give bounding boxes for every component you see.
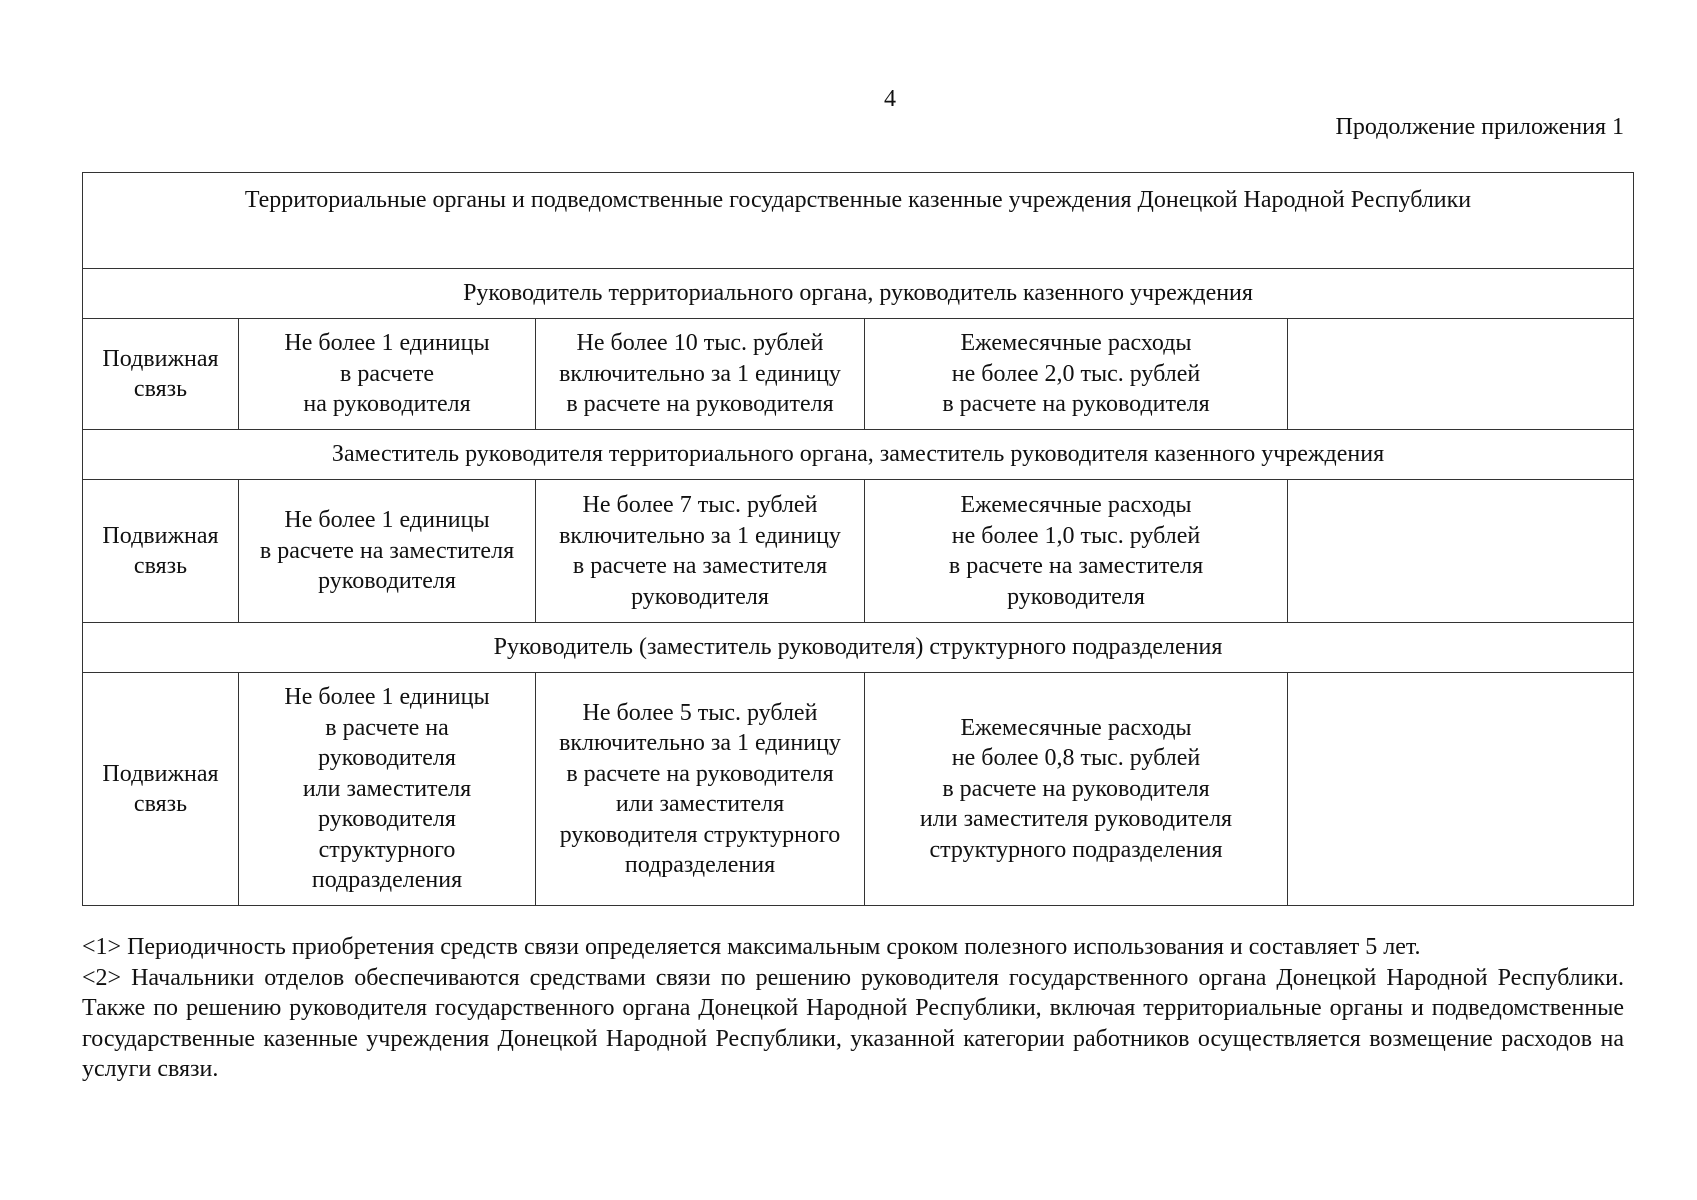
empty-cell	[1288, 673, 1634, 906]
norms-table	[82, 172, 1634, 906]
quantity-cell: Не более 1 единицы в расчете на заместителя руководителя	[239, 480, 536, 623]
quantity-cell: Не более 1 единицы в расчете на руководителя или заместителя руководителя структурного подразделения	[239, 673, 536, 906]
section-heading: Заместитель руководителя территориального органа, заместитель руководителя казенного учреждения	[83, 430, 1634, 480]
section-heading: Руководитель (заместитель руководителя) структурного подразделения	[83, 623, 1634, 673]
table-title: Территориальные органы и подведомственные государственные казенные учреждения Донецкой Народной Республики	[83, 173, 1634, 269]
footnote-2: <2> Начальники отделов обеспечиваются средствами связи по решению руководителя государственного органа Донецкой Народной Республики. Также по решению руководителя государственного органа Донецкой Народной Республики, включая территориальные органы и подведомственные государственные казенные учреждения Донецкой Народной Республики, указанной категории работников осуществляется возмещение расходов на услуги связи.	[82, 964, 1624, 1082]
section	[83, 269, 1634, 430]
price-cell: Не более 7 тыс. рублей включительно за 1 единицу в расчете на заместителя руководителя	[536, 480, 865, 623]
table-row	[83, 319, 1634, 430]
price-cell: Не более 10 тыс. рублей включительно за 1 единицу в расчете на руководителя	[536, 319, 865, 430]
section	[83, 623, 1634, 906]
empty-cell	[1288, 319, 1634, 430]
section	[83, 430, 1634, 623]
page-number: 4	[884, 86, 896, 112]
expenses-cell: Ежемесячные расходы не более 1,0 тыс. рублей в расчете на заместителя руководителя	[865, 480, 1288, 623]
section-heading: Руководитель территориального органа, руководитель казенного учреждения	[83, 269, 1634, 319]
communication-type-cell: Подвижная связь	[83, 673, 239, 906]
communication-type-cell: Подвижная связь	[83, 319, 239, 430]
expenses-cell: Ежемесячные расходы не более 0,8 тыс. рублей в расчете на руководителя или заместителя руководителя структурного подразделения	[865, 673, 1288, 906]
expenses-cell: Ежемесячные расходы не более 2,0 тыс. рублей в расчете на руководителя	[865, 319, 1288, 430]
table-row	[83, 673, 1634, 906]
price-cell: Не более 5 тыс. рублей включительно за 1 единицу в расчете на руководителя или заместителя руководителя структурного подразделения	[536, 673, 865, 906]
continuation-label: Продолжение приложения 1	[1335, 114, 1624, 140]
table-row	[83, 480, 1634, 623]
footnote-1: <1> Периодичность приобретения средств связи определяется максимальным сроком полезного использования и составляет 5 лет.	[82, 934, 1421, 960]
empty-cell	[1288, 480, 1634, 623]
quantity-cell: Не более 1 единицы в расчете на руководителя	[239, 319, 536, 430]
footnotes	[82, 932, 1624, 1085]
communication-type-cell: Подвижная связь	[83, 480, 239, 623]
